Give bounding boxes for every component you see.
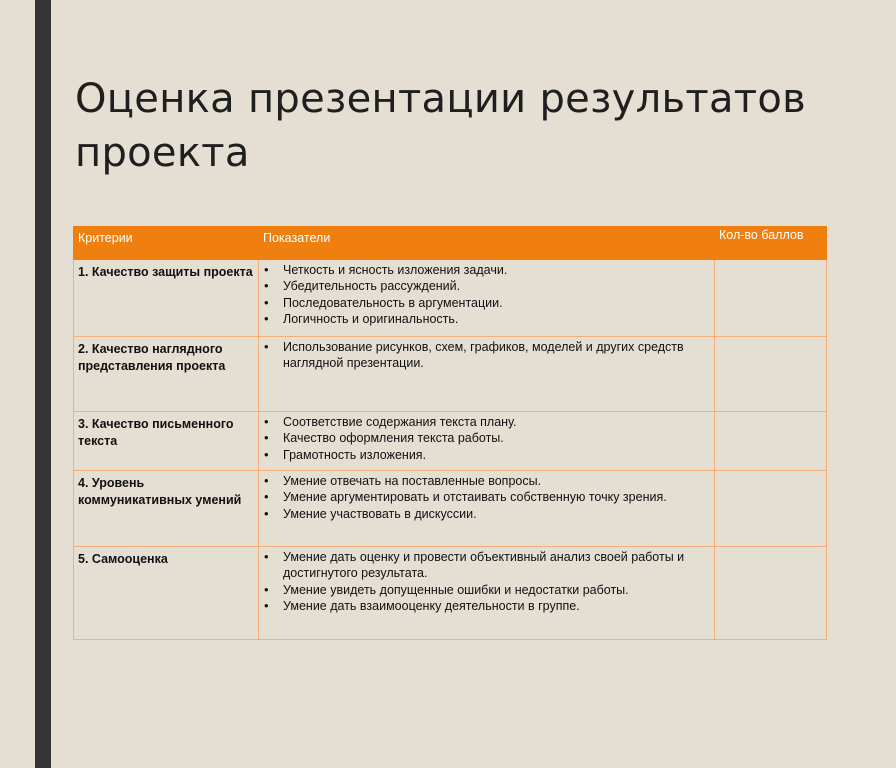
side-accent-bar <box>35 0 51 768</box>
indicators-cell <box>259 412 715 471</box>
table-row <box>74 260 827 337</box>
indicator-item: • Качество оформления текста работы. <box>261 430 710 446</box>
score-cell[interactable] <box>715 337 827 412</box>
indicators-cell <box>259 337 715 412</box>
criterion-cell: 4. Уровень коммуникативных умений <box>74 471 259 547</box>
indicators-cell <box>259 547 715 640</box>
indicator-item: • Использование рисунков, схем, графиков, моделей и других средств наглядной презентации. <box>261 339 710 372</box>
indicator-item: • Грамотность изложения. <box>261 447 710 463</box>
indicator-list <box>261 339 710 372</box>
score-cell[interactable] <box>715 471 827 547</box>
indicator-item: • Соответствие содержания текста плану. <box>261 414 710 430</box>
criterion-cell: 2. Качество наглядного представления проекта <box>74 337 259 412</box>
header-indicators: Показатели <box>259 227 715 260</box>
slide-title-line2: проекта <box>75 130 250 176</box>
score-cell[interactable] <box>715 260 827 337</box>
table-row <box>74 412 827 471</box>
criterion-cell: 1. Качество защиты проекта <box>74 260 259 337</box>
table-row <box>74 337 827 412</box>
score-cell[interactable] <box>715 412 827 471</box>
header-criteria: Критерии <box>74 227 259 260</box>
indicator-item: • Четкость и ясность изложения задачи. <box>261 262 710 278</box>
indicator-item: • Умение увидеть допущенные ошибки и недостатки работы. <box>261 582 710 598</box>
criteria-table <box>73 226 827 640</box>
score-cell[interactable] <box>715 547 827 640</box>
indicator-item: • Умение участвовать в дискуссии. <box>261 506 710 522</box>
table-row <box>74 471 827 547</box>
indicator-item: • Умение аргументировать и отстаивать собственную точку зрения. <box>261 489 710 505</box>
slide-title <box>75 72 855 180</box>
indicator-item: • Логичность и оригинальность. <box>261 311 710 327</box>
indicator-item: • Умение дать оценку и провести объективный анализ своей работы и достигнутого результата. <box>261 549 710 582</box>
indicator-list <box>261 414 710 463</box>
indicator-item: • Умение дать взаимооценку деятельности в группе. <box>261 598 710 614</box>
criterion-cell: 3. Качество письменного текста <box>74 412 259 471</box>
table-row <box>74 547 827 640</box>
header-score: Кол-во баллов <box>715 227 827 260</box>
indicator-list <box>261 473 710 522</box>
indicator-list <box>261 549 710 614</box>
indicator-list <box>261 262 710 327</box>
slide-title-line1: Оценка презентации результатов <box>75 76 807 122</box>
indicators-cell <box>259 260 715 337</box>
indicator-item: • Умение отвечать на поставленные вопросы. <box>261 473 710 489</box>
criterion-cell: 5. Самооценка <box>74 547 259 640</box>
indicator-item: • Убедительность рассуждений. <box>261 278 710 294</box>
indicators-cell <box>259 471 715 547</box>
table-header-row <box>74 227 827 260</box>
indicator-item: • Последовательность в аргументации. <box>261 295 710 311</box>
